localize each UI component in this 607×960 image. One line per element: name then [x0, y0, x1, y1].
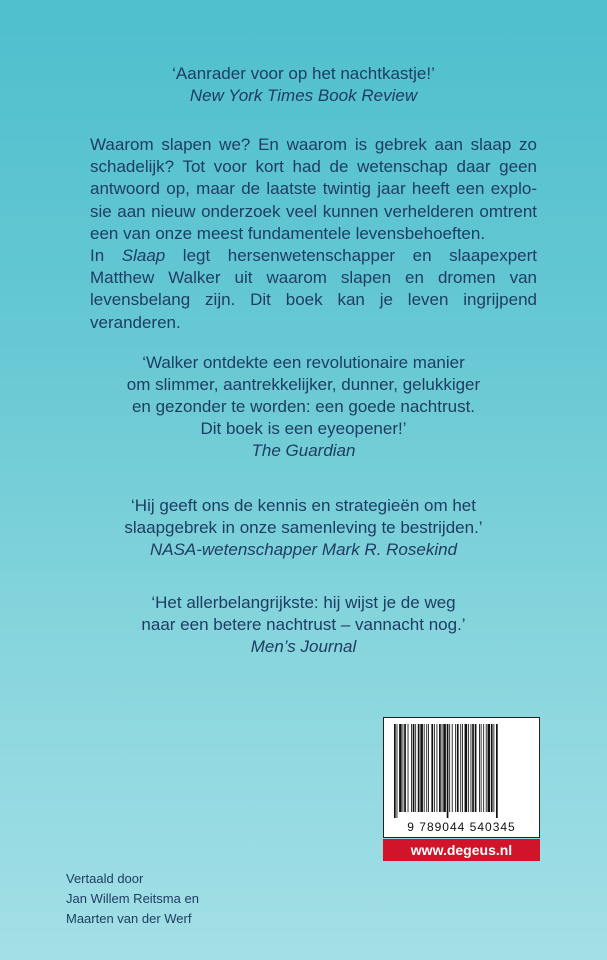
quote-nasa — [0, 495, 607, 561]
quote-line: Dit boek is een eyeopener!’ — [200, 419, 407, 438]
quote-mens-journal — [0, 592, 607, 658]
barcode-bar — [426, 724, 427, 812]
quote-line: ‘Hij geeft ons de kennis en strategieën om het — [131, 496, 476, 515]
barcode-bar — [431, 724, 433, 812]
quote-source: New York Times Book Review — [189, 86, 418, 105]
quote-guardian — [0, 352, 607, 462]
barcode-bar — [394, 724, 396, 818]
barcode-bar — [447, 724, 449, 818]
barcode-bar — [413, 724, 415, 812]
barcode-bar — [457, 724, 459, 812]
barcode-bar — [397, 724, 398, 818]
publisher-url-badge[interactable]: www.degeus.nl — [383, 839, 540, 861]
quote-line: ‘Het allerbelangrijkste: hij wijst je de weg — [151, 593, 456, 612]
blurb-paragraph-1: Waarom slapen we? En waarom is gebrek aan slaap zo schadelijk? Tot voor kort had de wetenschap daar geen antwoord op, maar de laatste twintig jaar heeft een explo-sie aan nieuw onderzoek veel kunnen verhelderen omtrent een van onze meest fundamentele levensbehoeften. — [90, 135, 537, 243]
barcode-bar — [439, 724, 441, 812]
quote-line: naar een betere nachtrust – vannacht nog.’ — [141, 615, 466, 634]
quote-text: ‘Aanrader voor op het nachtkastje!’ — [172, 64, 435, 83]
barcode-bar — [462, 724, 463, 812]
quote-source: Men’s Journal — [250, 637, 357, 656]
blurb-prefix: In — [90, 246, 122, 266]
barcode-bar — [418, 724, 420, 812]
quote-line: en gezonder te worden: een goede nachtrust. — [131, 397, 476, 416]
barcode-bar — [486, 724, 487, 812]
barcode-bar — [408, 724, 409, 812]
isbn-number: 9 789044 540345 — [407, 820, 516, 834]
book-blurb — [90, 134, 537, 334]
barcode-bar — [493, 724, 494, 812]
barcode-bar — [488, 724, 491, 812]
blurb-paragraph-2 — [90, 245, 537, 334]
barcode-bar — [465, 724, 468, 812]
barcode-bar — [491, 724, 493, 812]
barcode-bar — [472, 724, 474, 812]
translator-line: Maarten van der Werf — [66, 911, 192, 926]
translator-credit — [66, 869, 199, 929]
barcode-bar — [420, 724, 423, 812]
quote-line: om slimmer, aantrekkelijker, dunner, gelukkiger — [126, 375, 481, 394]
barcode-bar — [437, 724, 438, 812]
barcode-bars — [392, 724, 531, 818]
barcode-bar — [428, 724, 429, 812]
barcode-bar — [404, 724, 406, 812]
barcode-bar — [442, 724, 443, 812]
isbn-barcode — [383, 717, 540, 838]
barcode-bar — [475, 724, 477, 812]
barcode-bar — [479, 724, 480, 812]
barcode-bar — [443, 724, 446, 812]
barcode-bar — [455, 724, 456, 812]
book-title: Slaap — [121, 246, 166, 266]
barcode-bar — [434, 724, 435, 812]
barcode-bar — [460, 724, 461, 812]
translator-line: Vertaald door — [66, 871, 144, 886]
barcode-bar — [403, 724, 404, 812]
quote-source: The Guardian — [251, 441, 356, 460]
barcode-bar — [415, 724, 416, 812]
quote-source: NASA-wetenschapper Mark R. Rosekind — [149, 540, 458, 559]
quote-nyt — [0, 63, 607, 107]
barcode-bar — [483, 724, 484, 812]
barcode-bar — [471, 724, 472, 812]
barcode-bar — [496, 724, 498, 818]
quote-line: ‘Walker ontdekte een revolutionaire manier — [142, 353, 465, 372]
barcode-bar — [481, 724, 482, 812]
quote-line: slaapgebrek in onze samenleving te bestrijden.’ — [124, 518, 483, 537]
barcode-bar — [399, 724, 402, 812]
barcode-bar — [452, 724, 453, 812]
barcode-bar — [424, 724, 425, 812]
barcode-bar — [449, 724, 450, 812]
blurb-rest: legt hersenwetenschapper en slaapexpert Matthew Walker uit waarom slapen en dromen van levensbelang zijn. Dit boek kan je leven ingrijpend veranderen. — [90, 246, 537, 332]
barcode-bar — [468, 724, 469, 812]
barcode-bar — [411, 724, 412, 812]
translator-line: Jan Willem Reitsma en — [66, 891, 199, 906]
